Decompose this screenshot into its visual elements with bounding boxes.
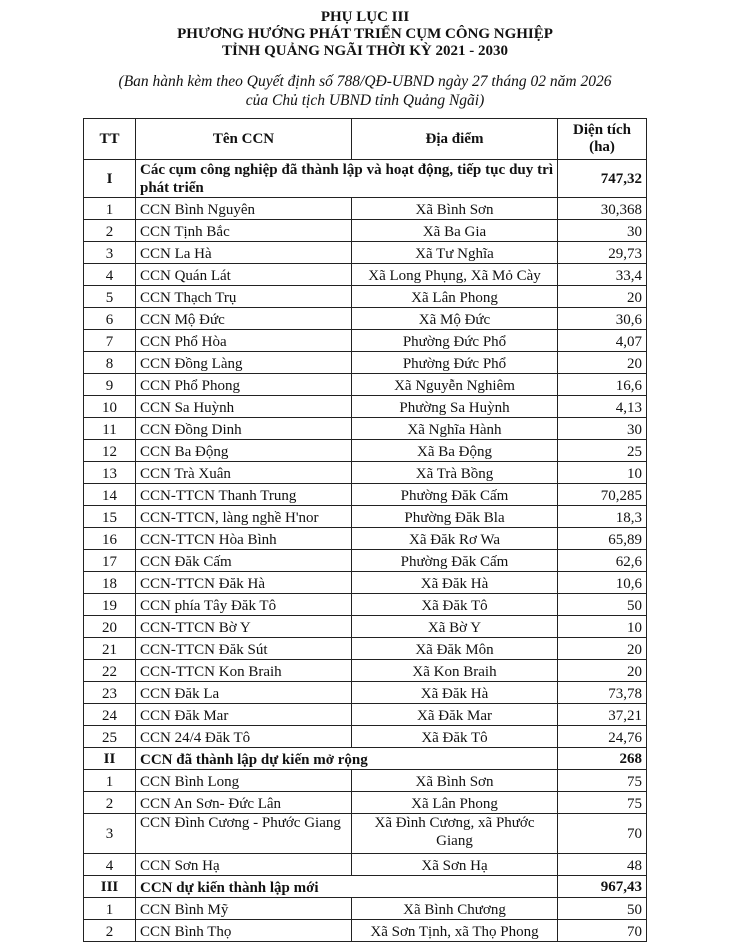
row-number: 11 [84, 418, 136, 440]
cluster-area: 62,6 [558, 550, 647, 572]
cluster-area: 10,6 [558, 572, 647, 594]
row-number: 6 [84, 308, 136, 330]
cluster-location: Xã Bình Chương [352, 898, 558, 920]
appendix-number: PHỤ LỤC III [320, 9, 410, 25]
cluster-area: 50 [558, 594, 647, 616]
cluster-name: CCN Mộ Đức [136, 308, 352, 330]
cluster-name: CCN Đồng Làng [136, 352, 352, 374]
cluster-name: CCN Đăk La [136, 682, 352, 704]
cluster-area: 65,89 [558, 528, 647, 550]
column-header-name: Tên CCN [136, 119, 352, 160]
row-number: 22 [84, 660, 136, 682]
cluster-name: CCN-TTCN, làng nghề H'nor [136, 506, 352, 528]
decision-note-line1: (Ban hành kèm theo Quyết định số 788/QĐ-UBND ngày 27 tháng 02 năm 2026 [118, 73, 612, 90]
cluster-name: CCN La Hà [136, 242, 352, 264]
cluster-area: 10 [558, 462, 647, 484]
row-number: 9 [84, 374, 136, 396]
cluster-name: CCN-TTCN Bờ Y [136, 616, 352, 638]
table-body [84, 160, 647, 942]
cluster-area: 20 [558, 638, 647, 660]
cluster-name: CCN Bình Thọ [136, 920, 352, 942]
cluster-name: CCN-TTCN Kon Braih [136, 660, 352, 682]
row-number: 8 [84, 352, 136, 374]
table-row [84, 770, 647, 792]
cluster-name: CCN 24/4 Đăk Tô [136, 726, 352, 748]
cluster-name: CCN Bình Long [136, 770, 352, 792]
cluster-location: Xã Đăk Mar [352, 704, 558, 726]
cluster-location: Xã Nghĩa Hành [352, 418, 558, 440]
cluster-area: 30 [558, 220, 647, 242]
cluster-area: 75 [558, 770, 647, 792]
cluster-location: Xã Đăk Tô [352, 726, 558, 748]
document-subtitle: TỈNH QUẢNG NGÃI THỜI KỲ 2021 - 2030 [222, 43, 508, 59]
table-row [84, 198, 647, 220]
table-row [84, 898, 647, 920]
row-number: 19 [84, 594, 136, 616]
cluster-name: CCN Đăk Mar [136, 704, 352, 726]
table-row [84, 308, 647, 330]
cluster-location: Xã Kon Braih [352, 660, 558, 682]
cluster-name: CCN-TTCN Hòa Bình [136, 528, 352, 550]
cluster-area: 20 [558, 660, 647, 682]
table-row [84, 418, 647, 440]
table-row [84, 594, 647, 616]
cluster-name: CCN Phổ Hòa [136, 330, 352, 352]
cluster-location: Xã Long Phụng, Xã Mỏ Cày [352, 264, 558, 286]
cluster-name: CCN Đăk Cấm [136, 550, 352, 572]
cluster-area: 20 [558, 286, 647, 308]
column-header-area: Diện tích (ha) [558, 119, 647, 160]
cluster-name: CCN Bình Nguyên [136, 198, 352, 220]
cluster-area: 33,4 [558, 264, 647, 286]
cluster-area: 24,76 [558, 726, 647, 748]
table-header-row [84, 119, 647, 160]
cluster-location: Xã Bình Sơn [352, 770, 558, 792]
section-total-area: 268 [558, 748, 647, 770]
cluster-location: Xã Đăk Hà [352, 682, 558, 704]
cluster-area: 20 [558, 352, 647, 374]
document-title: PHƯƠNG HƯỚNG PHÁT TRIỂN CỤM CÔNG NGHIỆP [177, 26, 553, 42]
cluster-area: 10 [558, 616, 647, 638]
cluster-location: Phường Đăk Cấm [352, 484, 558, 506]
cluster-name: CCN An Sơn- Đức Lân [136, 792, 352, 814]
cluster-name: CCN Thạch Trụ [136, 286, 352, 308]
row-number: 4 [84, 854, 136, 876]
table-row [84, 506, 647, 528]
cluster-location: Xã Mộ Đức [352, 308, 558, 330]
cluster-location: Xã Ba Động [352, 440, 558, 462]
row-number: 10 [84, 396, 136, 418]
cluster-name: CCN Đồng Dinh [136, 418, 352, 440]
cluster-name: CCN-TTCN Đăk Sút [136, 638, 352, 660]
table-row [84, 264, 647, 286]
row-number: 12 [84, 440, 136, 462]
decision-note-line2: của Chủ tịch UBND tỉnh Quảng Ngãi) [245, 92, 485, 109]
industrial-cluster-table [83, 118, 647, 942]
cluster-name: CCN phía Tây Đăk Tô [136, 594, 352, 616]
cluster-location: Xã Ba Gia [352, 220, 558, 242]
row-number: 2 [84, 920, 136, 942]
cluster-location: Xã Đăk Hà [352, 572, 558, 594]
table-row [84, 528, 647, 550]
row-number: 1 [84, 770, 136, 792]
table-row [84, 792, 647, 814]
cluster-location: Xã Bình Sơn [352, 198, 558, 220]
row-number: 5 [84, 286, 136, 308]
cluster-location: Xã Sơn Tịnh, xã Thọ Phong [352, 920, 558, 942]
row-number: 21 [84, 638, 136, 660]
section-number: III [84, 876, 136, 898]
cluster-area: 30 [558, 418, 647, 440]
cluster-area: 29,73 [558, 242, 647, 264]
cluster-location: Xã Đăk Tô [352, 594, 558, 616]
section-title: CCN dự kiến thành lập mới [136, 876, 558, 898]
table-row [84, 572, 647, 594]
cluster-area: 30,368 [558, 198, 647, 220]
cluster-area: 37,21 [558, 704, 647, 726]
section-title: CCN đã thành lập dự kiến mở rộng [136, 748, 558, 770]
cluster-location: Xã Lân Phong [352, 792, 558, 814]
cluster-area: 48 [558, 854, 647, 876]
cluster-name: CCN Sa Huỳnh [136, 396, 352, 418]
table-row [84, 330, 647, 352]
cluster-name: CCN Quán Lát [136, 264, 352, 286]
column-header-tt: TT [84, 119, 136, 160]
section-number: II [84, 748, 136, 770]
cluster-name: CCN-TTCN Đăk Hà [136, 572, 352, 594]
row-number: 20 [84, 616, 136, 638]
table-row [84, 352, 647, 374]
table-row [84, 462, 647, 484]
cluster-name: CCN Ba Động [136, 440, 352, 462]
cluster-location: Xã Trà Bồng [352, 462, 558, 484]
cluster-location: Xã Nguyễn Nghiêm [352, 374, 558, 396]
row-number: 14 [84, 484, 136, 506]
cluster-name: CCN-TTCN Thanh Trung [136, 484, 352, 506]
table-row [84, 616, 647, 638]
cluster-area: 25 [558, 440, 647, 462]
cluster-area: 70,285 [558, 484, 647, 506]
row-number: 2 [84, 792, 136, 814]
row-number: 17 [84, 550, 136, 572]
cluster-name: CCN Sơn Hạ [136, 854, 352, 876]
row-number: 1 [84, 898, 136, 920]
table-row [84, 220, 647, 242]
cluster-area: 70 [558, 920, 647, 942]
cluster-location: Xã Đăk Môn [352, 638, 558, 660]
row-number: 24 [84, 704, 136, 726]
row-number: 13 [84, 462, 136, 484]
table-row [84, 682, 647, 704]
cluster-location: Xã Đăk Rơ Wa [352, 528, 558, 550]
cluster-area: 4,13 [558, 396, 647, 418]
cluster-area: 4,07 [558, 330, 647, 352]
cluster-area: 18,3 [558, 506, 647, 528]
table-row [84, 638, 647, 660]
cluster-area: 50 [558, 898, 647, 920]
row-number: 3 [84, 814, 136, 854]
cluster-area: 16,6 [558, 374, 647, 396]
table-row [84, 660, 647, 682]
cluster-area: 73,78 [558, 682, 647, 704]
table-row [84, 242, 647, 264]
table-row [84, 814, 647, 854]
table-row [84, 396, 647, 418]
row-number: 18 [84, 572, 136, 594]
row-number: 1 [84, 198, 136, 220]
row-number: 7 [84, 330, 136, 352]
section-number: I [84, 160, 136, 198]
cluster-area: 75 [558, 792, 647, 814]
cluster-area: 30,6 [558, 308, 647, 330]
table-row [84, 704, 647, 726]
table-row [84, 726, 647, 748]
table-row [84, 484, 647, 506]
table-row [84, 550, 647, 572]
cluster-location: Xã Đình Cương, xã Phước Giang [352, 814, 558, 854]
table-row [84, 920, 647, 942]
row-number: 25 [84, 726, 136, 748]
table-row [84, 286, 647, 308]
table-row [84, 440, 647, 462]
cluster-name: CCN Tịnh Bắc [136, 220, 352, 242]
section-title: Các cụm công nghiệp đã thành lập và hoạt động, tiếp tục duy trì phát triển [136, 160, 558, 198]
cluster-location: Phường Đăk Bla [352, 506, 558, 528]
cluster-location: Xã Tư Nghĩa [352, 242, 558, 264]
cluster-name: CCN Trà Xuân [136, 462, 352, 484]
table-row [84, 374, 647, 396]
cluster-name: CCN Đình Cương - Phước Giang [136, 814, 352, 854]
cluster-location: Phường Đăk Cấm [352, 550, 558, 572]
cluster-location: Xã Bờ Y [352, 616, 558, 638]
row-number: 2 [84, 220, 136, 242]
cluster-area: 70 [558, 814, 647, 854]
cluster-location: Xã Lân Phong [352, 286, 558, 308]
cluster-location: Xã Sơn Hạ [352, 854, 558, 876]
row-number: 15 [84, 506, 136, 528]
row-number: 3 [84, 242, 136, 264]
section-row [84, 160, 647, 198]
cluster-location: Phường Đức Phổ [352, 352, 558, 374]
cluster-name: CCN Bình Mỹ [136, 898, 352, 920]
section-row [84, 748, 647, 770]
section-total-area: 967,43 [558, 876, 647, 898]
cluster-name: CCN Phổ Phong [136, 374, 352, 396]
section-row [84, 876, 647, 898]
section-total-area: 747,32 [558, 160, 647, 198]
row-number: 4 [84, 264, 136, 286]
table-row [84, 854, 647, 876]
cluster-location: Phường Đức Phổ [352, 330, 558, 352]
row-number: 23 [84, 682, 136, 704]
cluster-location: Phường Sa Huỳnh [352, 396, 558, 418]
row-number: 16 [84, 528, 136, 550]
column-header-location: Địa điểm [352, 119, 558, 160]
